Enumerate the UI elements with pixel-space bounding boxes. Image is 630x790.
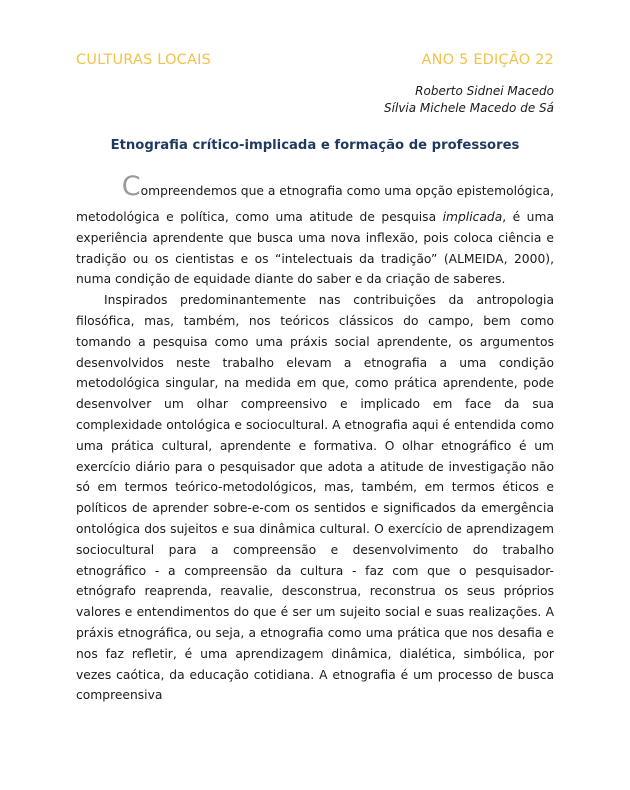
paragraph-text: , é uma experiência aprendente que busca uma nova inflexão, pois coloca ciência e tradição ou os cientistas e os “intelectuais da tradição” (ALMEIDA, 2000), numa condição de equidade diante do saber e da criação de saberes. [76,210,554,287]
paragraph-text: metodológica e política, como uma atitude de pesquisa [76,210,443,224]
author-name: Sílvia Michele Macedo de Sá [384,101,554,115]
author-list [384,83,554,117]
header-issue: ANO 5 EDIÇÃO 22 [421,52,554,68]
first-line-text: ompreendemos que a etnografia como uma opção epistemológica, [140,184,554,198]
article-title: Etnografia crítico-implicada e formação de professores [110,138,520,153]
author-name: Roberto Sidnei Macedo [415,84,554,98]
drop-cap: C [121,171,141,202]
article-body [76,170,554,706]
page-header [76,52,554,72]
paragraph: Inspirados predominantemente nas contribuições da antropologia filosófica, mas, também, nos teóricos clássicos do campo, bem como tomando a pesquisa como uma práxis social aprendente, os argumentos desenvolvidos neste trabalho elevam a etnografia a uma condição metodológica singular, na medida em que, como prática aprendente, pode desenvolver um olhar compreensivo e implicado em face da sua complexidade ontológica e sociocultural. A etnografia aqui é entendida como uma prática cultural, aprendente e formativa. O olhar etnográfico é um exercício diário para o pesquisador que adota a atitude de investigação não só em termos teórico-metodológicos, mas, também, em termos éticos e políticos de aprender sobre-e-com os sentidos e significados da emergência ontológica dos sujeitos e sua dinâmica cultural. O exercício de aprendizagem sociocultural para a compreensão e desenvolvimento do trabalho etnográfico - a compreensão da cultura - faz com que o pesquisador- etnógrafo reaprenda, reavalie, desconstrua, reconstrua os seus próprios valores e entendimentos do que é ser um sujeito social e suas realizações. A práxis etnográfica, ou seja, a etnografia como uma prática que nos desafia e nos faz refletir, é uma aprendizagem dinâmica, dialética, simbólica, por vezes caótica, da educação cotidiana. A etnografia é um processo de busca compreensiva [76,293,554,703]
header-section-name: CULTURAS LOCAIS [76,52,212,68]
first-line [76,170,554,204]
paragraph [76,207,554,290]
emphasized-term: implicada [442,210,503,224]
